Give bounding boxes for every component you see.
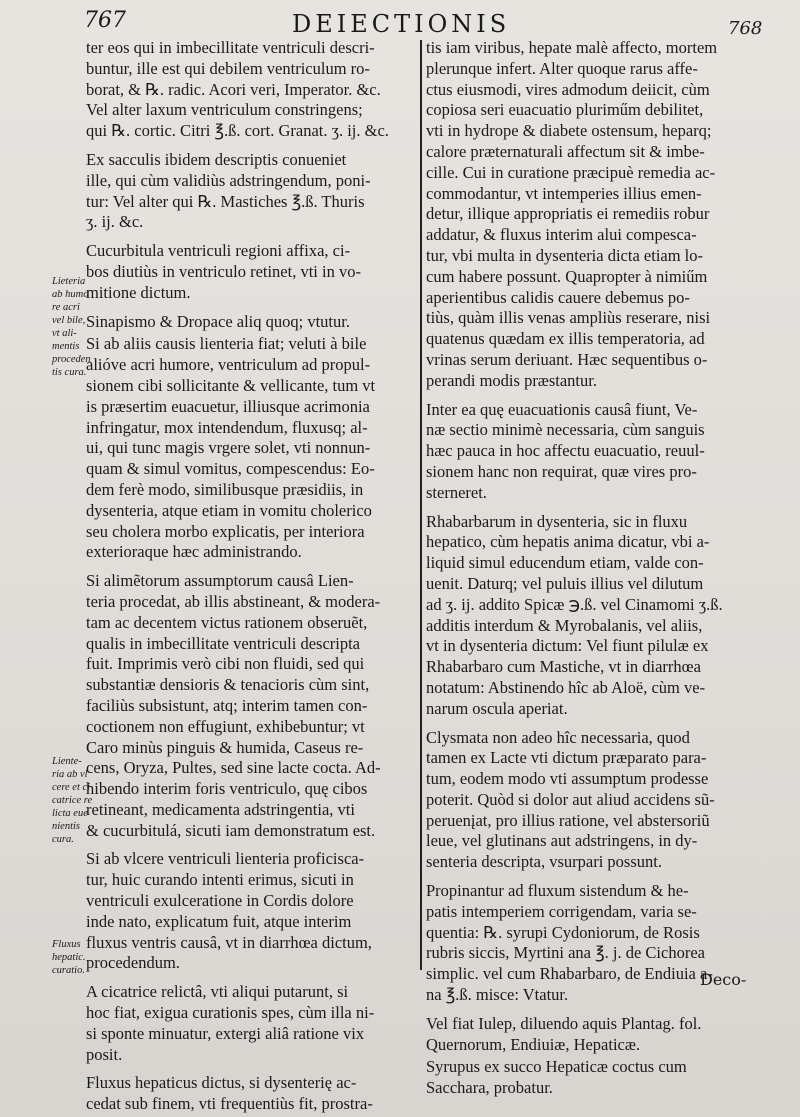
text-line: buntur, ille est qui debilem ventriculum ro- [86,58,370,78]
text-line: Rhabarbaro cum Mastiche, vt in diarrhœa [426,657,701,677]
paragraph [426,881,747,1006]
text-line: Clysmata non adeo hîc necessaria, quod [426,727,690,747]
text-line: borat, & ℞. radic. Acori veri, Imperator. &c. [86,79,381,99]
text-line: additis interdum & Myrobalanis, vel aliis, [426,615,703,635]
text-line: patis intemperiem corrigendam, varia se- [426,901,697,921]
margin-note-line: ria ab vl [52,769,88,780]
text-line: tum, eodem modo vti assumptum prodesse [426,769,709,789]
text-line: Si ab aliis causis lienteria fiat; veluti à bile [86,334,367,354]
text-line: addatur, & fluxus interim alui compesca- [426,225,697,245]
text-line: tis iam viribus, hepate malè affecto, mortem [426,38,718,57]
paragraph [86,150,416,233]
text-line: coctionem non effugiunt, exhibebuntur; vt [86,716,365,736]
text-line: vrinas serum deriuant. Hæc sequentibus o- [426,349,708,369]
text-line: infringatur, mox intendendum, fluxusq; al- [86,417,368,437]
text-line: simplic. vel cum Rhabarbaro, de Endiuia a- [426,964,713,984]
text-line: cedat sub finem, vti frequentiùs fit, prostra- [86,1094,373,1114]
paragraph [86,38,416,142]
paragraph [86,1073,416,1115]
text-line: hibendo interim foris ventriculo, quę cibos [86,779,368,799]
text-line: Caro minùs pinguis & humida, Caseus re- [86,737,364,757]
text-line: ille, qui cùm validiùs adstringendum, poni- [86,170,371,190]
text-line: Inter ea quę euacuationis causâ fiunt, Ve- [426,399,698,419]
text-line: qui ℞. cortic. Citri ℥.ß. cort. Granat. ʒ. ij. &c. [86,121,389,141]
text-line: procedendum. [86,953,180,973]
text-line: is præsertim euacuetur, illiusque acrimonia [86,396,370,416]
paragraph [426,728,744,874]
text-line: alióve acri humore, ventriculum ad propul- [86,355,371,375]
text-line: qualis in imbecillitate ventriculi descripta [86,633,360,653]
text-line: sionem hanc non requirat, quæ vires pro- [426,461,697,481]
text-line: exterioraque hæc administrando. [86,542,302,562]
text-line: & cucurbitulá, sicuti iam demonstratum est. [86,820,376,840]
text-line: liquid simul educendum etiam, valde con- [426,553,704,573]
paragraph [86,241,416,303]
margin-note-line: Lieteria [52,276,86,287]
text-line: posit. [86,1044,123,1064]
text-line: quatenus quædam ex illis temperatoria, ad [426,329,705,349]
text-line: Sinapismo & Dropace aliq quoq; vtutur. [86,311,350,331]
text-line: senteria descripta, vsurpari possunt. [426,852,662,872]
text-line: cum habere possunt. Quapropter à nimiűm [426,266,708,286]
paragraph [86,312,416,333]
margin-note-line: catrice re [52,795,93,806]
text-line: hæc pauca in hoc affectu euacuatio, reuul- [426,441,705,461]
text-line: perandi modis præstantur. [426,370,597,390]
text-line: tam ac decentem victus rationem obseruẽt, [86,612,368,632]
margin-note-line: vel bile, [52,315,86,326]
margin-note-line: Fluxus [52,939,81,950]
left-text-column [86,38,416,1117]
text-line: seu cholera morbo explicatis, per interiora [86,521,365,541]
text-line: retineant, medicamenta adstringentia, vti [86,799,355,819]
text-line: calore præternaturali affectum sit & imbe- [426,141,705,161]
text-line: dysenteria, atque etiam in vomitu cholerico [86,500,372,520]
paragraph [426,1057,744,1099]
text-line: detur, illique appropriatis ei remediis robur [426,204,710,224]
margin-note-line: Liente- [52,756,82,767]
text-line: peruenįat, pro illius ratione, vel abstersoriũ [426,810,710,830]
catchword: Deco- [700,970,747,989]
text-line: Vel fiat Iulep, diluendo aquis Plantag. fol. [426,1013,702,1033]
text-line: quam & simul vomitus, compescendus: Eo- [86,459,375,479]
text-line: ui, qui tunc magis vrgere solet, vti nonnun- [86,438,371,458]
margin-note-line: hepatic. [52,952,86,963]
text-line: Si ab vlcere ventriculi lienteria proficisca- [86,849,365,869]
text-line: tur: Vel alter qui ℞. Mastiches ℥.ß. Thuris [86,191,365,211]
margin-note-line: re acri [52,302,80,313]
text-line: tur, vbi multa in dysenteria dicta etiam lo- [426,245,704,265]
text-line: quentia: ℞. syrupi Cydoniorum, de Rosis [426,922,700,942]
text-line: tur, huic curando intenti erimus, sicuti in [86,870,354,890]
column-divider [420,40,422,970]
text-line: leue, vel glutinans aut adstringens, in dy- [426,831,698,851]
paragraph [426,1014,744,1056]
text-line: vt in dysenteria dictum: Vel fiunt pilulæ ex [426,636,709,656]
text-line: ter eos qui in imbecillitate ventriculi descri- [86,38,375,57]
margin-note-line: mentis [52,341,80,352]
text-line: Propinantur ad fluxum sistendum & he- [426,881,689,901]
running-header [0,6,800,40]
text-line: uenit. Daturq; vel puluis illius vel dilutum [426,573,704,593]
paragraph [86,849,416,974]
text-line: aperientibus calidis cauere debemus po- [426,287,690,307]
text-line: narum osculа aperiat. [426,698,568,718]
text-line: teria procedat, ab illis abstineant, & modera- [86,591,381,611]
text-line: Rhabarbarum in dysenteria, sic in fluxu [426,511,688,531]
text-line: si sponte minuatur, extergi aliâ ratione vix [86,1023,365,1043]
text-line: A cicatrice relictâ, vti aliqui putarunt, si [86,982,349,1002]
text-line: fluxus ventris causâ, vt in diarrhœa dictum, [86,932,372,952]
text-line: notatum: Abstinendo hîc ab Aloë, cùm ve- [426,677,706,697]
text-line: fuit. Imprimis verò cibi non fluidi, sed qui [86,654,365,674]
text-line: copiosa seri euacuatio pluriműm debilitet, [426,100,704,120]
text-line: vti in hydrope & diabete ostensum, heparq; [426,121,712,141]
running-title: DEIECTIONIS [292,10,511,38]
paragraph [426,512,744,720]
text-line: tiùs, quàm illis venas ampliùs reserare, nisi [426,308,711,328]
text-line: ventriculi exulceratione in Cordis dolore [86,891,354,911]
margin-note-line: curatio. [52,965,85,976]
text-line: Cucurbitula ventriculi regioni affixa, ci- [86,241,351,261]
text-line: mitione dictum. [86,282,191,302]
text-line: sionem cibi sollicitante & vellicante, tum vt [86,375,376,395]
margin-note-line: tis cura. [52,367,87,378]
margin-note-line: vt ali- [52,328,77,339]
right-text-column [426,38,747,1101]
text-line: Vel alter laxum ventriculum constringens; [86,100,363,120]
text-line: ʒ. ij. &c. [86,212,144,232]
text-line: Syrupus ex succo Hepaticæ coctus cum [426,1057,687,1077]
right-page-number: 768 [728,18,763,39]
text-line: commodantur, vt intemperies illius emen- [426,183,702,203]
text-line: hoc fiat, exigua curationis spes, cùm illa ni- [86,1003,375,1023]
margin-note-line: cura. [52,834,74,845]
text-line: ctus eiusmodi, vires admodum deiicit, cùm [426,79,710,99]
text-line: rubris siccis, Myrtini ana ℥. j. de Cichorea [426,943,705,963]
text-line: Fluxus hepaticus dictus, si dysenterię ac- [86,1073,357,1093]
text-line: tamen ex Lacte vti dictum præparato para- [426,748,707,768]
margin-note-line: licta eue [52,808,88,819]
text-line: inde nato, explicatum fuit, atque interim [86,911,352,931]
text-line: Ex sacculis ibidem descriptis conueniet [86,149,347,169]
text-line: cens, Oryza, Pultes, sed sine lacte cocta. Ad- [86,758,381,778]
paragraph [426,400,744,504]
margin-note-line: nientis [52,821,80,832]
text-line: cille. Cui in curatione præcipuè remedia ac- [426,162,716,182]
text-line: Sacchara, probatur. [426,1078,553,1098]
paragraph [426,38,744,392]
paragraph [86,334,416,563]
text-line: ad ʒ. ij. addito Spicæ ℈.ß. vel Cinamomi ʒ.ß. [426,594,723,614]
text-line: dem ferè modo, similibusque præsidiis, in [86,479,364,499]
text-line: bos diutiùs in ventriculo retinet, vti in vo- [86,261,361,281]
text-line: na ℥.ß. misce: Vtatur. [426,985,569,1005]
paragraph [86,571,416,841]
margin-note-line: cere et ci [52,782,91,793]
text-line: faciliùs subsistunt, atq; interim tamen con- [86,695,368,715]
text-line: Si alimẽtorum assumptorum causâ Lien- [86,571,354,591]
text-line: sterneret. [426,482,487,502]
text-line: substantiæ densioris & tenacioris cùm sint, [86,675,370,695]
text-line: poterit. Quòd si dolor aut aliud accidens sũ- [426,789,715,809]
text-line: hepatico, cùm hepatis anima dicatur, vbi a- [426,532,710,552]
text-line: Quernorum, Endiuiæ, Hepaticæ. [426,1034,641,1054]
text-line: plerunque infert. Alter quoque rarus affe- [426,58,698,78]
margin-note-line: ab humo [52,289,89,300]
text-line: næ sectio minimè necessaria, cùm sanguis [426,420,705,440]
left-page-number: 767 [84,8,126,33]
margin-note-line: proceden [52,354,91,365]
paragraph [86,982,416,1065]
